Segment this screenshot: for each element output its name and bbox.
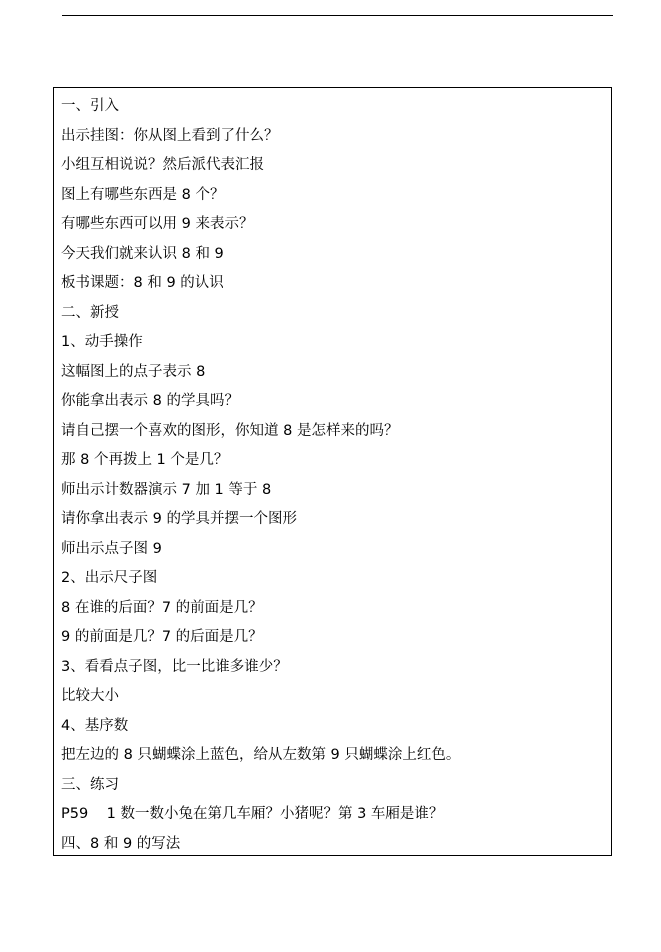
text-line: 8 在谁的后面？7 的前面是几？ [61,599,263,616]
subsection-heading: 4、基序数 [61,717,129,734]
text-line: 请你拿出表示 9 的学具并摆一个图形 [61,511,297,527]
text-line: 板书课题：8 和 9 的认识 [61,275,224,291]
text-line: P59 1 数一数小兔在第几车厢？小猪呢？第 3 车厢是谁？ [61,806,444,822]
text-line: 那 8 个再拨上 1 个是几？ [61,452,229,468]
text-line: 出示挂图：你从图上看到了什么？ [61,127,279,144]
section-heading-introduction: 一、引入 [61,98,119,114]
lesson-plan-table-cell [53,87,612,856]
text-line: 把左边的 8 只蝴蝶涂上蓝色，给从左数第 9 只蝴蝶涂上红色。 [61,747,461,763]
subsection-heading: 2、出示尺子图 [61,570,158,586]
text-line: 师出示点子图 9 [61,540,162,557]
text-line: 请自己摆一个喜欢的图形，你知道 8 是怎样来的吗？ [61,422,399,439]
page-header-rule [62,15,613,16]
subsection-heading: 3、看看点子图，比一比谁多谁少？ [61,658,288,675]
text-line: 今天我们就来认识 8 和 9 [61,245,224,262]
text-line: 这幅图上的点子表示 8 [61,363,206,380]
text-line: 比较大小 [61,688,119,704]
section-heading-practice: 三、练习 [61,776,119,793]
text-line: 小组互相说说？然后派代表汇报 [61,157,264,173]
text-line: 你能拿出表示 8 的学具吗？ [61,393,239,409]
section-heading-writing: 四、8 和 9 的写法 [61,835,181,852]
lesson-plan-lines [61,92,607,859]
text-line: 有哪些东西可以用 9 来表示？ [61,216,254,232]
subsection-heading: 1、动手操作 [61,334,143,350]
section-heading-new-lesson: 二、新授 [61,304,119,321]
text-line: 图上有哪些东西是 8 个？ [61,186,225,203]
text-line: 师出示计数器演示 7 加 1 等于 8 [61,481,272,498]
text-line: 9 的前面是几？7 的后面是几？ [61,629,263,645]
